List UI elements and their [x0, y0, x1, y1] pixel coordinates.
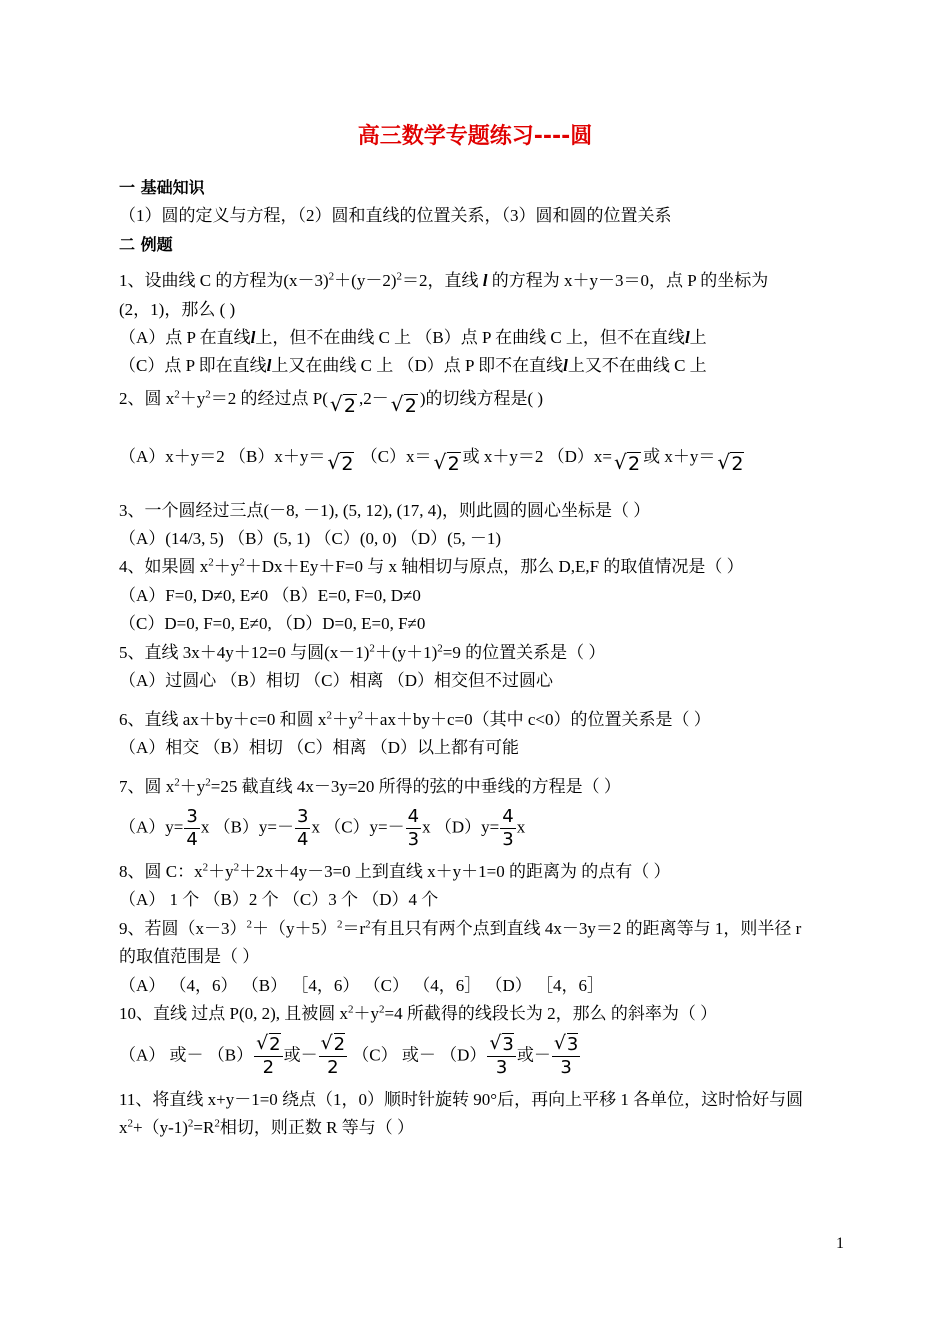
question-7-options: （A）y= $\frac{3}{4}$ x （B）y=－ $\frac{3}{4}$ x （C）y=－ $\frac{4}{3}$ x （D）y= $\frac{4}{3}$ x: [119, 806, 526, 850]
question-11-stem: 11、将直线 x+y－1=0 绕点（1，0）顺时针旋转 90°后，再向上平移 1 各单位，这时恰好与圆: [119, 1090, 804, 1109]
question-10-options: （A） 或－ （B） √ $\frac{2}{2}$ 或－ √ $\frac{2}{2}$ （C） 或－ （D） √ $\frac{3}{3}$ 或－ √ $\frac{3}{3}$: [119, 1034, 581, 1079]
question-8-stem: 8、圆 C：$x^2+y^2+2x+4y-3=0$ 上到直线 x＋y＋1=0 的距离为 的点有（ ）: [119, 861, 671, 881]
question-5-options: （A）过圆心 （B）相切 （C）相离 （D）相交但不过圆心: [119, 671, 553, 690]
sqrt-symbol: √ 2: [434, 453, 461, 475]
question-11-stem-cont: $x^2+(y-1)^2=R^2$相切，则正数 R 等与（ ）: [119, 1117, 414, 1137]
page-number: 1: [836, 1235, 844, 1252]
fraction: √ $\frac{2}{2}$: [254, 1034, 282, 1079]
question-2-stem: 2、圆 $x^2+y^2=2$ 的经过点 P(√ 2 ,2－√ 2 )的切线方程是( ): [119, 388, 543, 417]
question-1-options-cd: （C）点 P 即在直线l上又在曲线 C 上 （D）点 P 即不在直线l上又不在曲线 C 上: [119, 356, 707, 375]
fraction: $\frac{3}{4}$: [186, 806, 198, 850]
question-6-options: （A）相交 （B）相切 （C）相离 （D）以上都有可能: [119, 738, 519, 757]
question-3-stem: 3、一个圆经过三点(－8, －1), (5, 12), (17, 4)，则此圆的圆心坐标是（ ）: [119, 501, 651, 520]
question-9-options: （A） （4，6） （B） ［4，6） （C） （4，6］ （D） ［4，6］: [119, 976, 604, 995]
fraction: √ $\frac{3}{3}$: [487, 1034, 515, 1079]
sqrt-symbol: √ 2: [330, 395, 357, 417]
question-10-stem: 10、直线 过点 P(0, 2), 且被圆 $x^2+y^2=4$ 所截得的线段长为 2，那么 的斜率为（ ）: [119, 1003, 718, 1023]
sqrt-symbol: √ 2: [614, 453, 641, 475]
fraction: $\frac{4}{3}$: [502, 806, 514, 850]
section-heading-basics: 一 基础知识: [119, 178, 205, 197]
question-4-options-ab: （A）F=0, D≠0, E≠0 （B）E=0, F=0, D≠0: [119, 586, 421, 605]
section-heading-examples: 二 例题: [119, 235, 173, 254]
section-basics-text: （1）圆的定义与方程，（2）圆和直线的位置关系，（3）圆和圆的位置关系: [119, 206, 672, 225]
sqrt-symbol: √ 2: [327, 453, 354, 475]
fraction: √ $\frac{2}{2}$: [319, 1034, 347, 1079]
question-4-options-cd: （C）D=0, F=0, E≠0, （D）D=0, E=0, F≠0: [119, 614, 426, 633]
fraction: √ $\frac{3}{3}$: [552, 1034, 580, 1079]
page-title: 高三数学专题练习----圆: [357, 124, 593, 149]
fraction: $\frac{3}{4}$: [297, 806, 309, 850]
question-9-stem: 9、若圆$(x-3)^2+(y+5)^2=r^2$有且只有两个点到直线 4x－3y＝2 的距离等与 1，则半径 r: [119, 918, 802, 938]
question-1-stem: 1、设曲线 C 的方程为$(x-3)^2+(y-2)^2=2$，直线 l 的方程为 x＋y－3＝0，点 P 的坐标为: [119, 270, 769, 290]
question-7-stem: 7、圆 $x^2+y^2=25$ 截直线 4x－3y=20 所得的弦的中垂线的方程是（ ）: [119, 776, 621, 796]
question-1-stem-cont: (2，1)，那么 ( ): [119, 300, 236, 319]
fraction: $\frac{4}{3}$: [407, 806, 420, 850]
question-5-stem: 5、直线 3x＋4y＋12=0 与圆$(x-1)^2+(y+1)^2=9$ 的位置关系是（ ）: [119, 642, 606, 662]
question-6-stem: 6、直线 ax＋by＋c=0 和圆 $x^2+y^2+ax+by+c=0$（其中 c<0）的位置关系是（ ）: [119, 709, 711, 729]
question-9-stem-cont: 的取值范围是（ ）: [119, 947, 260, 966]
question-8-options: （A） 1 个 （B）2 个 （C）3 个 （D）4 个: [119, 890, 439, 909]
question-1-options-ab: （A）点 P 在直线l上，但不在曲线 C 上 （B）点 P 在曲线 C 上，但不在直线l上: [119, 328, 707, 347]
question-4-stem: 4、如果圆 $x^2+y^2+Dx+Ey+F=0$ 与 x 轴相切与原点，那么 D,E,F 的取值情况是（ ）: [119, 556, 744, 576]
question-3-options: （A）(14/3, 5) （B）(5, 1) （C）(0, 0) （D）(5, －1): [119, 529, 501, 548]
question-2-options: （A）x＋y＝2 （B）x＋y＝√ 2 （C）x＝√ 2 或 x＋y＝2 （D）x=√ 2 或 x＋y＝√ 2: [119, 446, 746, 475]
sqrt-symbol: √ 2: [391, 395, 418, 417]
sqrt-symbol: √ 2: [717, 453, 744, 475]
